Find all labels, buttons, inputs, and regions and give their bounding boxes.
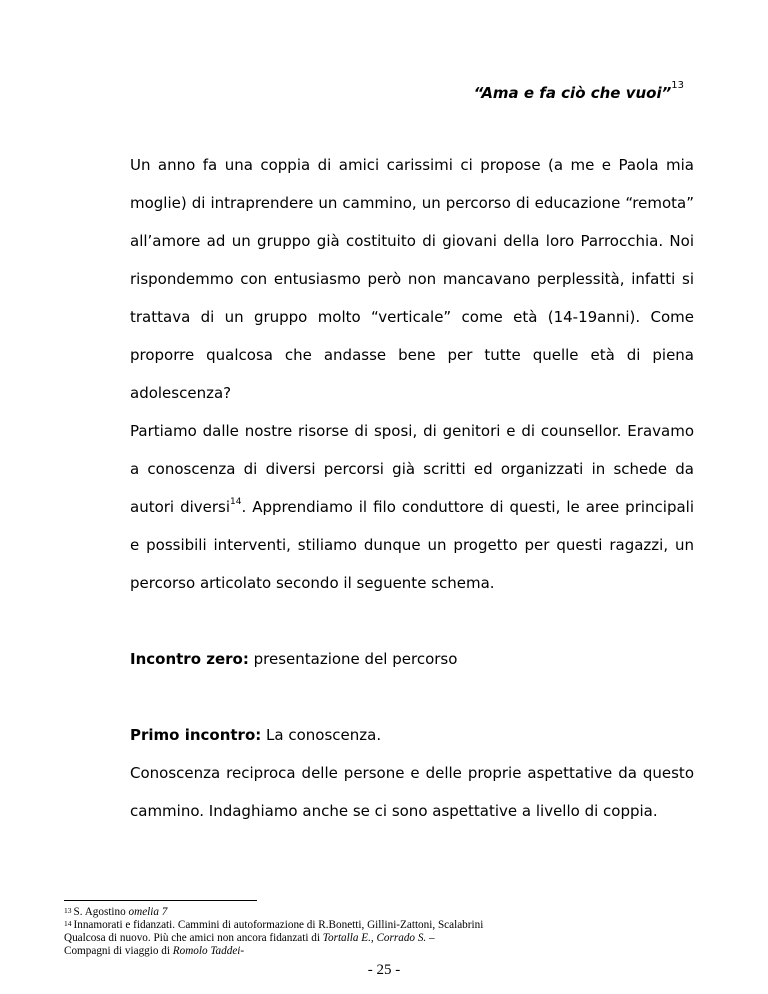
footnotes [64,906,704,958]
paragraph-resources [130,412,694,602]
footnote-ref-14[interactable]: 14 [230,497,242,507]
footnote-14 [64,919,704,932]
primo-incontro-text: La conoscenza. [261,726,382,744]
primo-incontro-line [130,716,694,754]
incontro-zero-line [130,640,694,678]
footnote-14-line3-text: Compagni di viaggio di [64,945,173,957]
section-primo-incontro [130,716,694,830]
footnote-13-text: S. Agostino [73,906,129,918]
chapter-title [473,80,684,102]
footnote-14-line2 [64,932,704,945]
footnote-14-line3 [64,945,704,958]
primo-incontro-body: Conoscenza reciproca delle persone e delle proprie aspettative da questo cammino. Indaghiamo anche se ci sono aspettative a livello di coppia. [130,764,694,820]
paragraph-resources-text-a: Partiamo dalle nostre risorse di sposi, di genitori e di counsellor. Eravamo a conoscenza di diversi percorsi già scritti ed organizzati in schede da autori diversi [130,422,694,516]
incontro-zero-label: Incontro zero: [130,650,249,668]
paragraph-intro: Un anno fa una coppia di amici carissimi ci propose (a me e Paola mia moglie) di intraprendere un cammino, un percorso di educazione “remota” all’amore ad un gruppo già costituito di giovani della loro Parrocchia. Noi rispondemmo con entusiasmo però non mancavano perplessità, infatti si trattava di un gruppo molto “verticale” come età (14-19anni). Come proporre qualcosa che andasse bene per tutte quelle età di piena adolescenza? [130,156,694,402]
footnote-13-italic: omelia 7 [128,906,168,918]
paragraph-resources-text-b: . Apprendiamo il filo conduttore di questi, le aree principali e possibili interventi, stiliamo dunque un progetto per questi ragazzi, un percorso articolato secondo il seguente schema. [130,498,695,592]
footnote-14-line2-text: Qualcosa di nuovo. Più che amici non ancora fidanzati di [64,932,323,944]
section-incontro-zero [130,640,694,678]
footnote-14-number: 14 [64,919,72,928]
primo-incontro-label: Primo incontro: [130,726,262,744]
footnote-13 [64,906,704,919]
footnote-14-line2-tail: – [426,932,435,944]
chapter-title-text: “Ama e fa ciò che vuoi” [473,84,672,102]
resources-block [130,412,694,602]
intro-block [130,146,694,412]
footnote-14-line2-italic: Tortalla E., Corrado S. [322,932,427,944]
incontro-zero-text: presentazione del percorso [248,650,458,668]
footnote-14-line1: Innamorati e fidanzati. Cammini di autoformazione di R.Bonetti, Gillini-Zattoni, Scalabrini [73,919,484,931]
footnote-13-number: 13 [64,906,72,915]
footnote-14-line3-italic: Romolo Taddei- [172,945,245,957]
footnote-ref-13[interactable]: 13 [671,80,684,91]
page-number: - 25 - [367,962,401,978]
footnote-separator [64,900,257,901]
